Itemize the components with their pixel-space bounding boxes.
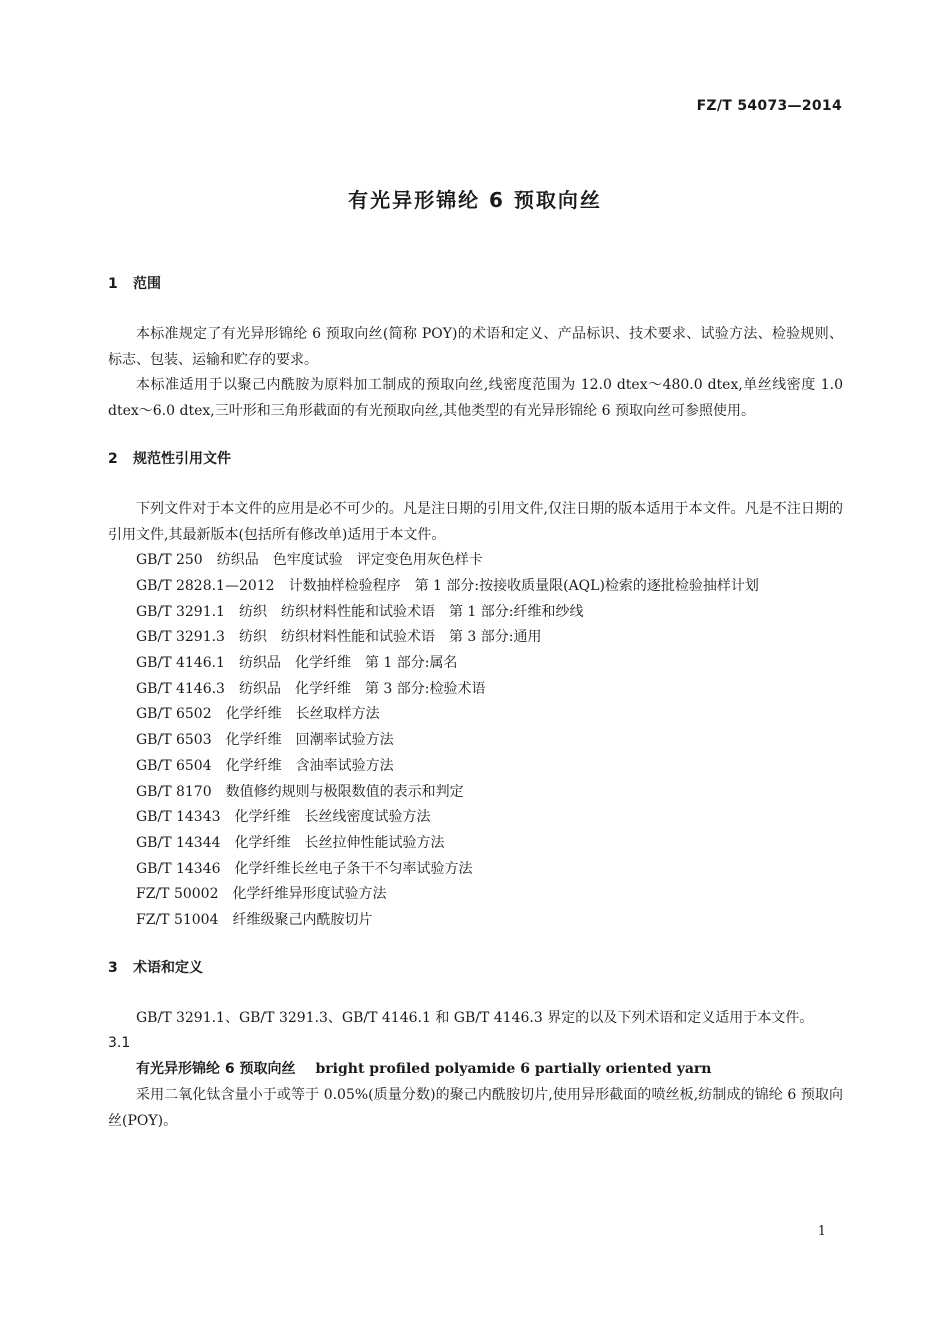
section-number: 2 bbox=[108, 450, 118, 467]
reference-item: GB/T 14343 化学纤维 长丝线密度试验方法 bbox=[136, 809, 431, 826]
section-number: 3 bbox=[108, 959, 118, 976]
reference-item: GB/T 4146.3 纺织品 化学纤维 第 3 部分:检验术语 bbox=[136, 680, 486, 697]
reference-item: GB/T 8170 数值修约规则与极限数值的表示和判定 bbox=[136, 783, 464, 800]
reference-item: GB/T 4146.1 纺织品 化学纤维 第 1 部分:属名 bbox=[136, 655, 458, 672]
reference-item: GB/T 6503 化学纤维 回潮率试验方法 bbox=[136, 732, 394, 749]
reference-item: GB/T 3291.1 纺织 纺织材料性能和试验术语 第 1 部分:纤维和纱线 bbox=[136, 603, 584, 620]
document-code: FZ/T 54073—2014 bbox=[696, 98, 842, 114]
term-english: bright profiled polyamide 6 partially oriented yarn bbox=[315, 1061, 712, 1078]
document-title: 有光异形锦纶 6 预取向丝 bbox=[348, 188, 602, 212]
reference-item: GB/T 14344 化学纤维 长丝拉伸性能试验方法 bbox=[136, 834, 445, 851]
reference-list bbox=[108, 548, 843, 934]
section-1-heading bbox=[108, 272, 843, 296]
scope-paragraph-2: 本标准适用于以聚己内酰胺为原料加工制成的预取向丝,线密度范围为 12.0 dtex～480.0 dtex,单丝线密度 1.0 dtex～6.0 dtex,三叶形和三角形截面的有光预取向丝,其他类型的有光异形锦纶 6 预取向丝可参照使用。 bbox=[108, 377, 843, 420]
reference-item: GB/T 6502 化学纤维 长丝取样方法 bbox=[136, 706, 380, 723]
reference-item: FZ/T 50002 化学纤维异形度试验方法 bbox=[136, 886, 387, 903]
term-definition: 采用二氧化钛含量小于或等于 0.05%(质量分数)的聚己内酰胺切片,使用异形截面的喷丝板,纺制成的锦纶 6 预取向丝(POY)。 bbox=[108, 1086, 843, 1129]
reference-item: GB/T 3291.3 纺织 纺织材料性能和试验术语 第 3 部分:通用 bbox=[136, 629, 542, 646]
normative-intro: 下列文件对于本文件的应用是必不可少的。凡是注日期的引用文件,仅注日期的版本适用于本文件。凡是不注日期的引用文件,其最新版本(包括所有修改单)适用于本文件。 bbox=[108, 500, 843, 543]
section-2-heading bbox=[108, 447, 843, 471]
terms-intro: GB/T 3291.1、GB/T 3291.3、GB/T 4146.1 和 GB/T 4146.3 界定的以及下列术语和定义适用于本文件。 bbox=[136, 1009, 814, 1026]
reference-item: FZ/T 51004 纤维级聚己内酰胺切片 bbox=[136, 912, 373, 929]
section-title: 术语和定义 bbox=[133, 959, 203, 976]
document-body bbox=[108, 272, 843, 1134]
page-number: 1 bbox=[817, 1224, 826, 1239]
section-3-heading bbox=[108, 956, 843, 980]
reference-item: GB/T 6504 化学纤维 含油率试验方法 bbox=[136, 757, 394, 774]
reference-item: GB/T 250 纺织品 色牢度试验 评定变色用灰色样卡 bbox=[136, 552, 483, 569]
reference-item: GB/T 14346 化学纤维长丝电子条干不匀率试验方法 bbox=[136, 860, 473, 877]
section-title: 规范性引用文件 bbox=[133, 450, 231, 467]
section-title: 范围 bbox=[133, 276, 161, 292]
reference-item: GB/T 2828.1—2012 计数抽样检验程序 第 1 部分:按接收质量限(AQL)检索的逐批检验抽样计划 bbox=[136, 577, 759, 594]
term-number: 3.1 bbox=[108, 1035, 131, 1052]
section-number: 1 bbox=[108, 276, 118, 292]
term-chinese: 有光异形锦纶 6 预取向丝 bbox=[136, 1061, 296, 1078]
scope-paragraph-1: 本标准规定了有光异形锦纶 6 预取向丝(简称 POY)的术语和定义、产品标识、技术要求、试验方法、检验规则、标志、包装、运输和贮存的要求。 bbox=[108, 326, 843, 368]
term-heading bbox=[108, 1057, 843, 1083]
